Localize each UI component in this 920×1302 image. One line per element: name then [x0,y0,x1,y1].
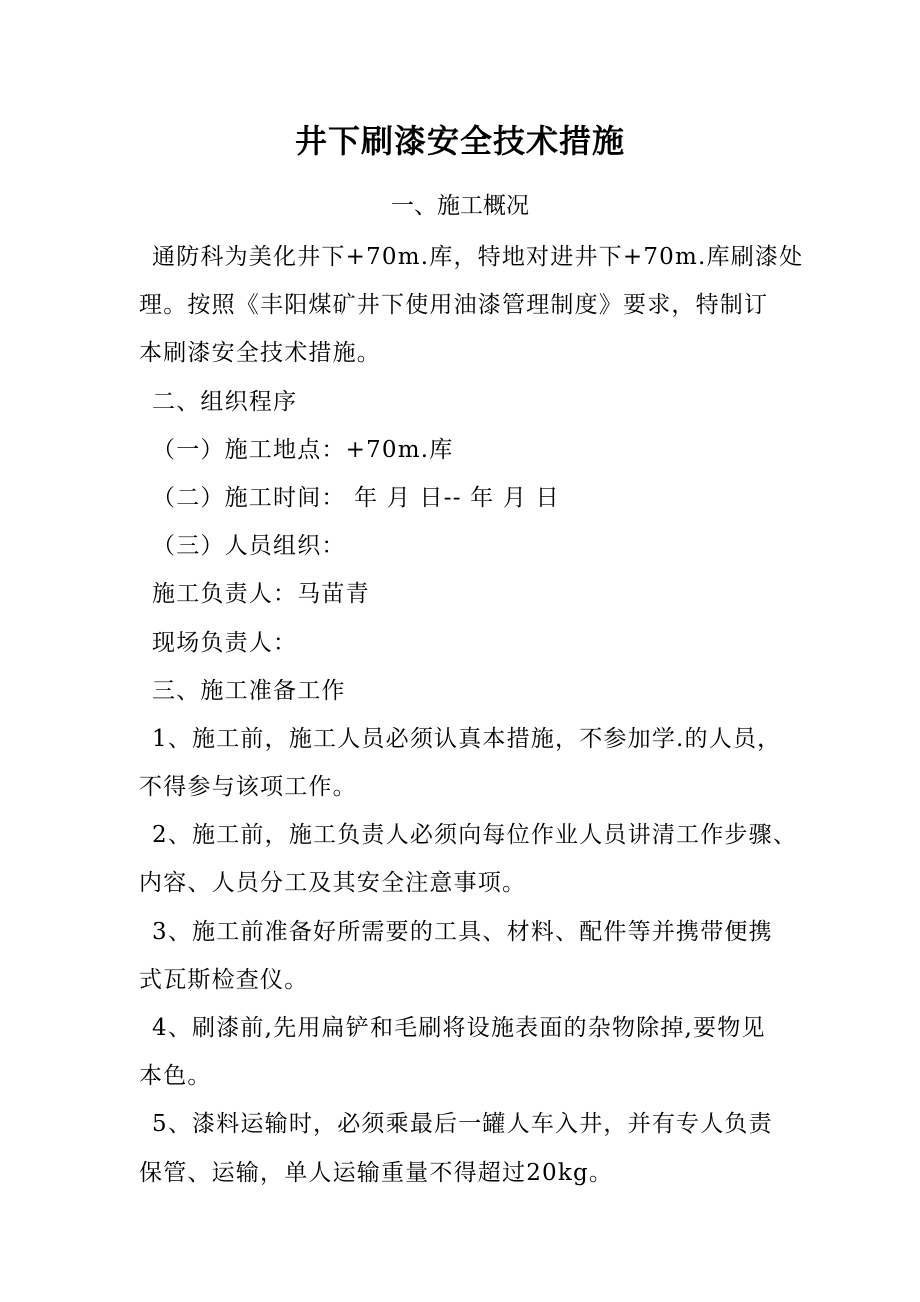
site-leader: 现场负责人： [152,629,298,656]
prep-item-first-line: 4、刷漆前,先用扁铲和毛刷将设施表面的杂物除掉,要物见 [152,1015,766,1041]
personnel-heading: （三）人员组织： [152,533,346,560]
prep-item-first-line: 2、施工前，施工负责人必须向每位作业人员讲清工作步骤、 [152,822,798,849]
prep-item-second-line: 保管、运输，单人运输重量不得超过20kg。 [139,1159,614,1186]
prep-item-second-line: 不得参与该项工作。 [139,774,357,801]
prep-item-first-line: 1、施工前，施工人员必须认真本措施，不参加学.的人员， [152,725,782,752]
prep-item-first-line: 5、漆料运输时，必须乘最后一罐人车入井，并有专人负责 [152,1111,773,1138]
section-heading-overview: 一、施工概况 [391,193,529,219]
overview-line: 本刷漆安全技术措施。 [139,340,381,367]
overview-line: 通防科为美化井下+70m.库，特地对进井下+70m.库刷漆处 [152,244,804,270]
construction-time: （二）施工时间： 年 月 日-- 年 月 日 [152,484,560,511]
construction-leader: 施工负责人：马苗青 [152,581,370,608]
document-title: 井下刷漆安全技术措施 [294,122,625,160]
prep-item-first-line: 3、施工前准备好所需要的工具、材料、配件等并携带便携 [152,918,773,945]
overview-line: 理。按照《丰阳煤矿井下使用油漆管理制度》要求，特制订 [139,292,769,319]
document-body [139,233,804,1197]
prep-item-second-line: 内容、人员分工及其安全注意事项。 [139,870,527,897]
construction-location: （一）施工地点：+70m.库 [152,436,454,463]
prep-item-second-line: 本色。 [139,1063,212,1090]
prep-item-second-line: 式瓦斯检查仪。 [139,966,309,993]
section-heading-organization: 二、组织程序 [152,388,298,415]
section-heading-preparation: 三、施工准备工作 [152,677,346,704]
